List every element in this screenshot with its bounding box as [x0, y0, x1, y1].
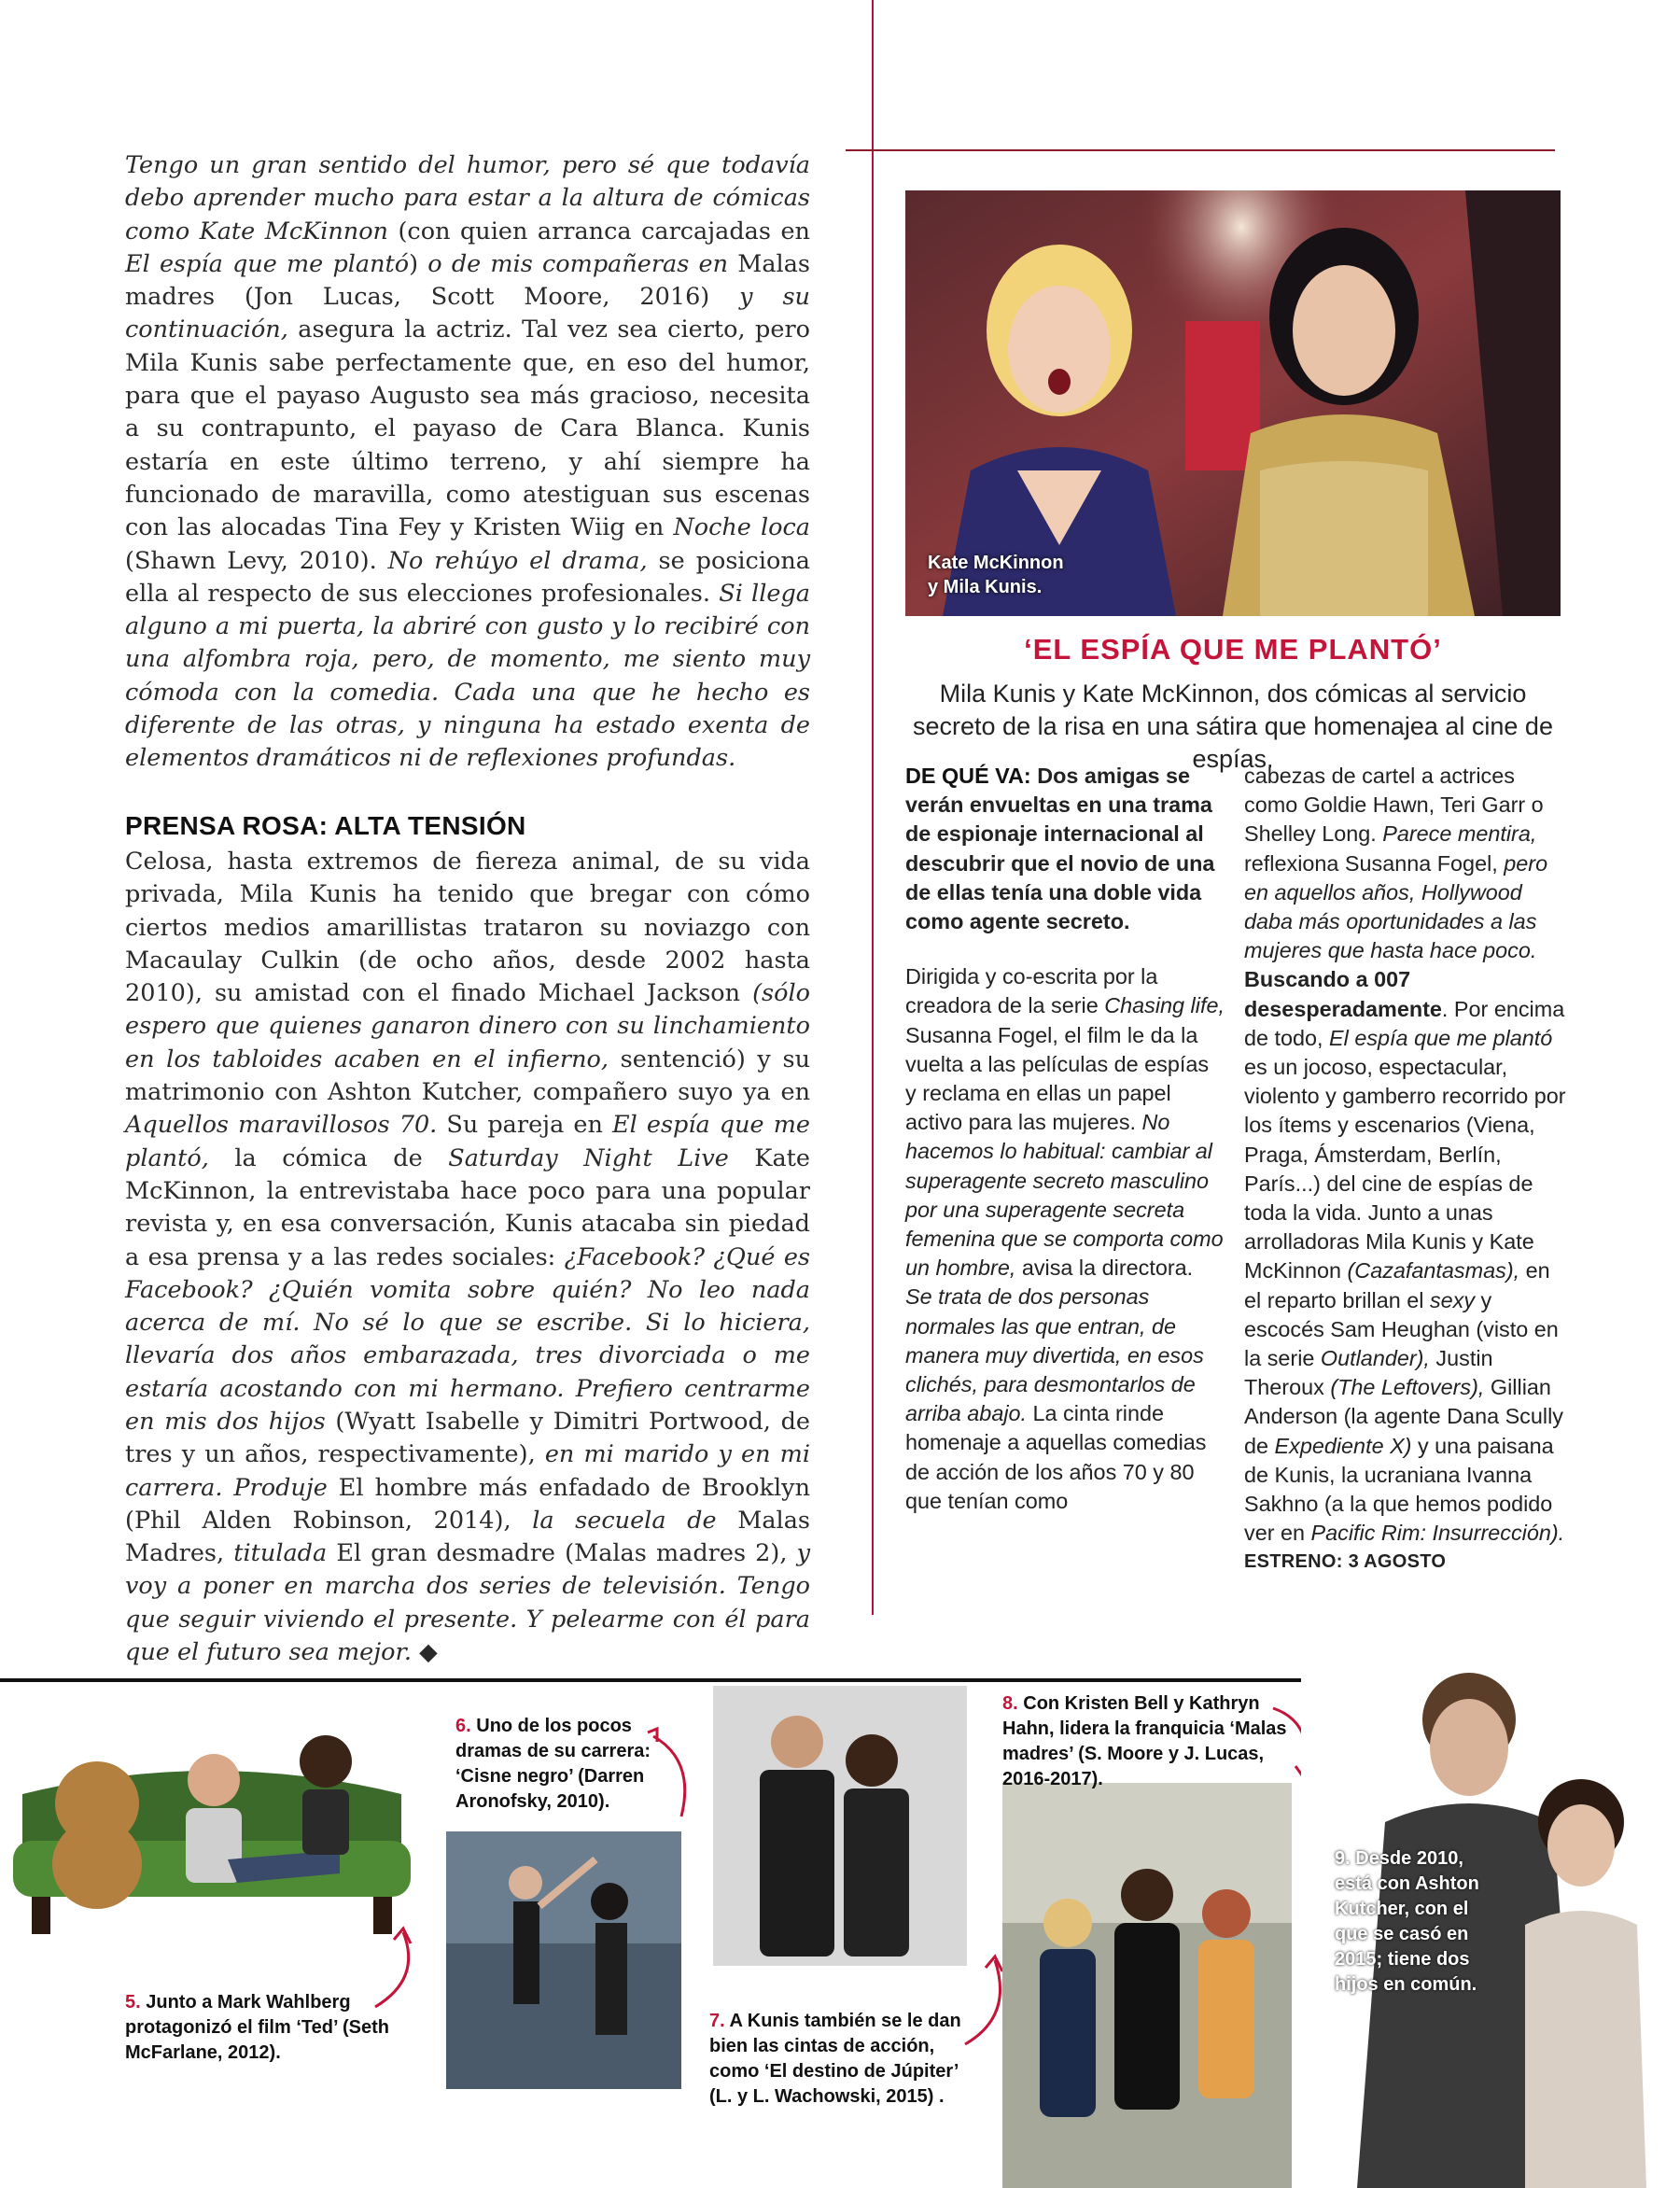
sidebar-lead	[905, 762, 1225, 936]
release-date: ESTRENO: 3 AGOSTO	[1244, 1551, 1447, 1573]
sidebar-title: ‘EL ESPÍA QUE ME PLANTÓ’	[1024, 633, 1442, 666]
italic-run: Outlander),	[1320, 1346, 1430, 1371]
sidebar-lead-label: DE QUÉ VA:	[905, 764, 1031, 788]
photo-malas-madres	[1002, 1783, 1292, 2188]
text-run: Su pareja en	[437, 1111, 612, 1140]
photo-jupiter-image	[713, 1686, 967, 1966]
text-run: . Por encima de todo,	[1244, 996, 1565, 1050]
text-run: La cinta rinde homenaje a aquellas comedias de acción de los años 70 y 80 que tenían como	[905, 1401, 1207, 1513]
italic-run: Pacific Rim: Insurrección).	[1310, 1521, 1565, 1546]
italic-run: Tengo un gran sentido del humor, pero sé que todavía debo aprender mucho para estar a la altura de cómicas como Kate McKinnon	[125, 151, 810, 245]
italic-run: No hacemos lo habitual: cambiar al superagente secreto masculino por una superagente secreta femenina que se comporta como un hombre,	[905, 1110, 1224, 1281]
italic-run: El espía que me plantó	[1329, 1025, 1553, 1050]
sidebar-body-col2-runs	[1244, 764, 1547, 962]
italic-run: Parece mentira,	[1382, 821, 1537, 847]
photo-cisne-negro-image	[446, 1831, 681, 2089]
text-run: Malas madres (Jon Lucas, Scott Moore, 2016)	[125, 249, 810, 312]
italic-run: en mi marido y en mi carrera. Produje	[125, 1440, 810, 1502]
italic-run: Expediente X)	[1274, 1433, 1412, 1458]
photo-jupiter	[713, 1686, 967, 1966]
text-run: reflexiona Susanna Fogel,	[1244, 850, 1505, 876]
caption-5-text: Junto a Mark Wahlberg protagonizó el film ‘Ted’ (Seth McFarlane, 2012).	[125, 1992, 389, 2063]
caption-9-text: Desde 2010, está con Ashton Kutcher, con el que se casó en 2015; tiene dos hijos en común.	[1335, 1848, 1479, 1995]
sidebar-body-col2	[1244, 762, 1567, 1548]
text-run: (Wyatt Isabelle y Dimitri Portwood, de tres y un años, respectivamente),	[125, 1407, 810, 1469]
text-run: )	[409, 249, 428, 278]
photo-ted-image	[4, 1701, 420, 1934]
caption-9-number: 9.	[1335, 1848, 1351, 1869]
sidebar-column-2	[1244, 762, 1567, 1578]
sidebar-dek: Mila Kunis y Kate McKinnon, dos cómicas al servicio secreto de la risa en una sátira que homenajea al cine de espías.	[913, 680, 1553, 773]
caption-9	[1335, 1846, 1493, 1998]
italic-run: Saturday Night Live	[448, 1143, 729, 1172]
italic-run: (Cazafantasmas),	[1347, 1258, 1520, 1283]
hero-caption-line1: Kate McKinnon	[928, 553, 1064, 573]
caption-6	[455, 1714, 661, 1815]
arrow-5-icon	[366, 1923, 431, 2016]
article-second-paragraph	[125, 846, 810, 1669]
italic-run: pero en aquellos años, Hollywood daba más oportunidades a las mujeres que hasta hace poco.	[1244, 850, 1548, 963]
text-run: asegura la actriz. Tal vez sea cierto, pero Mila Kunis sabe perfectamente que, en eso del humor, para que el payaso Augusto sea más gracioso, necesita a su contrapunto, el payaso de Cara Blanca. Kunis estaría en este último terreno, y ahí siempre ha funcionado de maravilla, como atestiguan sus escenas con las alocadas Tina Fey y Kristen Wiig en	[125, 316, 810, 542]
text-run: Susanna Fogel, el film le da la vuelta a las películas de espías y reclama en ellas un papel activo para las mujeres.	[905, 1022, 1210, 1135]
text-run: es un jocoso, espectacular, violento y gamberro recorrido por los ítems y escenarios (Viena, Praga, Ámsterdam, Berlín, París...) del cine de espías de toda la vida. Junto a unas arrolladoras Mila Kunis y Kate McKinnon	[1244, 1055, 1566, 1283]
text-run: sentenció) y su matrimonio con Ashton Kutcher, compañero suyo ya en	[125, 1045, 810, 1107]
caption-6-number: 6.	[455, 1716, 471, 1736]
caption-6-text: Uno de los pocos dramas de su carrera: ‘Cisne negro’ (Darren Aronofsky, 2010).	[455, 1716, 651, 1812]
text-run: El hombre más enfadado de Brooklyn (Phil Alden Robinson, 2014),	[125, 1473, 810, 1535]
caption-7	[709, 2009, 980, 2110]
sidebar-body-col2b-runs	[1244, 997, 1566, 1546]
text-run: ◆	[411, 1638, 438, 1667]
sidebar-lead-text: Dos amigas se verán envueltas en una trama de espionaje internacional al descubrir que el novio de una de ellas tenía una doble vida como agente secreto.	[905, 764, 1215, 934]
text-run: cabezas de cartel a actrices como Goldie Hawn, Teri Garr o Shelley Long.	[1244, 764, 1544, 847]
text-run: y escocés Sam Heughan (visto en la serie	[1244, 1287, 1559, 1371]
text-run: se posiciona ella al respecto de sus elecciones profesionales.	[125, 546, 810, 608]
article-column	[125, 147, 810, 1669]
caption-5-number: 5.	[125, 1992, 141, 2013]
hero-caption	[928, 551, 1064, 599]
italic-run: titulada	[233, 1539, 328, 1568]
text-run: la cómica de	[208, 1143, 449, 1172]
italic-run: ¿Facebook? ¿Qué es Facebook? ¿Quién vomita sobre quién? No leo nada acerca de mí. No sé lo que se escribe. Si lo hiciera, llevaría dos años embarazada, tres divorciada o me estaría acostando con mi hermano. Prefiero centrarme en mis dos hijos	[125, 1242, 810, 1436]
text-run: avisa la directora.	[1015, 1255, 1194, 1281]
text-run: (con quien arranca carcajadas en	[387, 217, 810, 245]
photo-malas-madres-image	[1002, 1783, 1292, 2188]
italic-run: Si llega alguno a mi puerta, la abriré con gusto y lo recibiré con una alfombra roja, pero, de momento, me siento muy cómoda con la comedia. Cada una que he hecho es diferente de las otras, y ninguna ha estado exenta de elementos dramáticos ni de reflexiones profundas.	[125, 579, 810, 773]
caption-8-text: Con Kristen Bell y Kathryn Hahn, lidera la franquicia ‘Malas madres’ (S. Moore y J. Lucas, 2016-2017).	[1002, 1693, 1287, 1789]
text-run: Kate McKinnon, la entrevistaba hace poco para una popular revista y, en esa conversación, Kunis atacaba sin piedad a esa prensa y a las redes sociales:	[125, 1143, 810, 1271]
text-run: (Shawn Levy, 2010).	[125, 546, 388, 575]
italic-run: (sólo espero que quienes ganaron dinero con su linchamiento en los tabloides acaben en el infierno,	[125, 979, 810, 1073]
arrow-6-icon	[644, 1723, 700, 1826]
italic-run: la secuela de	[532, 1506, 717, 1535]
italic-run: El espía que me plantó	[125, 249, 410, 278]
italic-run: (The Leftovers),	[1330, 1375, 1485, 1400]
italic-run: Noche loca	[673, 513, 810, 542]
sidebar-top-rule	[846, 149, 1555, 151]
photo-cisne-negro	[446, 1831, 681, 2089]
text-run: Celosa, hasta extremos de fiereza animal, de su vida privada, Mila Kunis ha tenido que bregar con cómo ciertos medios amarillistas trataron su noviazgo con Macaulay Culkin (de ocho años, desde 2002 hasta 2010), su amistad con el finado Michael Jackson	[125, 847, 810, 1008]
text-run: y una paisana de Kunis, la ucraniana Ivanna Sakhno (a la que hemos podido ver en	[1244, 1433, 1554, 1546]
italic-run: y voy a poner en marcha dos series de televisión. Tengo que seguir viviendo el presente. Y pelearme con él para que el futuro sea mejor.	[125, 1539, 810, 1667]
section-heading: PRENSA ROSA: ALTA TENSIÓN	[125, 810, 526, 840]
italic-run: El espía que me plantó,	[125, 1111, 811, 1172]
italic-run: sexy	[1429, 1287, 1476, 1312]
hero-caption-line2: y Mila Kunis.	[928, 577, 1043, 597]
caption-8	[1002, 1691, 1301, 1792]
italic-run: y su continuación,	[125, 283, 810, 344]
text-run: Justin Theroux	[1244, 1346, 1493, 1400]
sidebar-column-1	[905, 762, 1225, 1516]
sidebar-subhead: Buscando a 007 desesperadamente	[1244, 967, 1442, 1021]
italic-run: Aquellos maravillosos 70.	[125, 1111, 438, 1140]
text-run: Dirigida y co-escrita por la creadora de la serie	[905, 964, 1158, 1018]
italic-run: Se trata de dos personas normales las que entran, de manera muy divertida, en esos clichés, para desmontarlos de arriba abajo.	[905, 1284, 1204, 1426]
italic-run: Chasing life,	[1104, 993, 1225, 1018]
text-run: El gran desmadre (Malas madres 2),	[327, 1539, 797, 1568]
text-run: Gillian Anderson (la agente Dana Scully de	[1244, 1375, 1563, 1458]
caption-7-number: 7.	[709, 2011, 725, 2031]
caption-7-text: A Kunis también se le dan bien las cintas de acción, como ‘El destino de Júpiter’ (L. y L. Wachowski, 2015) .	[709, 2011, 961, 2107]
text-run: en el reparto brillan el	[1244, 1258, 1550, 1312]
column-divider-rule	[872, 0, 874, 1615]
italic-run: o de mis compañeras en	[427, 249, 729, 278]
article-intro-paragraph	[125, 149, 810, 776]
photo-ted	[4, 1701, 420, 1934]
sidebar-body-col1	[905, 962, 1225, 1516]
caption-8-number: 8.	[1002, 1693, 1018, 1714]
italic-run: No rehúyo el drama,	[387, 546, 648, 575]
text-run: Malas Madres,	[125, 1506, 810, 1568]
